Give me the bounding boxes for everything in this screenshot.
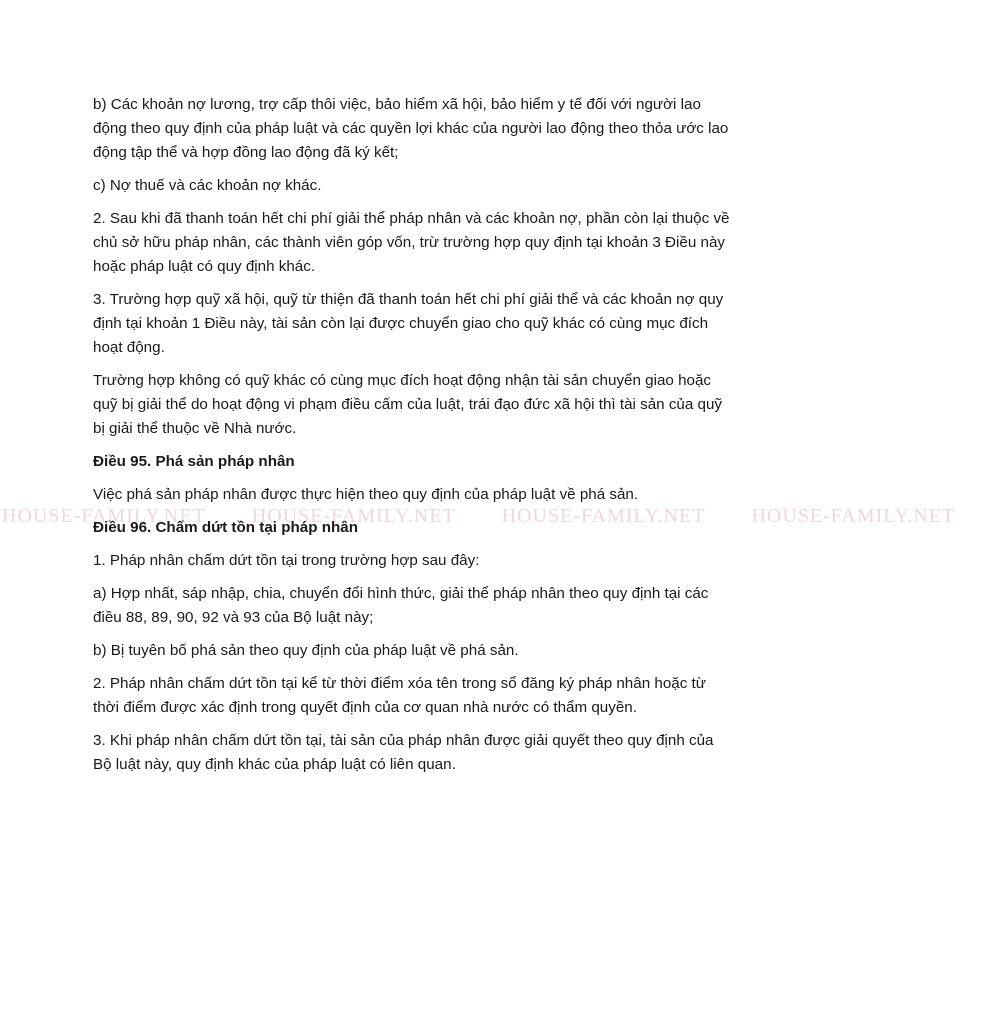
article-96-heading: Điều 96. Chấm dứt tồn tại pháp nhân: [93, 519, 358, 536]
paragraph-item-b: b) Các khoản nợ lương, trợ cấp thôi việc, bảo hiểm xã hội, bảo hiểm y tế đối với người lao động theo quy định của pháp luật và các quyền lợi khác của người lao động theo thỏa ước lao động tập thể và hợp đồng lao động đã ký kết;: [93, 96, 729, 161]
watermark-text: HOUSE-FAMILY.NET: [251, 505, 456, 527]
watermark-text: HOUSE-FAMILY.NET: [2, 505, 206, 527]
paragraph-clause-2: 2. Sau khi đã thanh toán hết chi phí giải thể pháp nhân và các khoản nợ, phần còn lại thuộc về chủ sở hữu pháp nhân, các thành viên góp vốn, trừ trường hợp quy định tại khoản 3 Điều này hoặc pháp luật có quy định khác.: [93, 210, 730, 275]
article-95-body: Việc phá sản pháp nhân được thực hiện theo quy định của pháp luật về phá sản.: [93, 486, 639, 503]
watermark-text: HOUSE-FAMILY.NET: [751, 505, 956, 527]
paragraph-clause-3: 3. Trường hợp quỹ xã hội, quỹ từ thiện đã thanh toán hết chi phí giải thể và các khoản nợ quy định tại khoản 1 Điều này, tài sản còn lại được chuyển giao cho quỹ khác có cùng mục đích hoạt động.: [93, 291, 724, 356]
document-body: [93, 93, 733, 786]
watermark-text: HOUSE-FAMILY.NET: [501, 505, 706, 527]
article-96-item-b: b) Bị tuyên bố phá sản theo quy định của pháp luật về phá sản.: [93, 642, 519, 659]
article-96-clause-2: 2. Pháp nhân chấm dứt tồn tại kể từ thời điểm xóa tên trong sổ đăng ký pháp nhân hoặc từ thời điểm được xác định trong quyết định của cơ quan nhà nước có thẩm quyền.: [93, 675, 706, 716]
paragraph-clause-3-continued: Trường hợp không có quỹ khác có cùng mục đích hoạt động nhận tài sản chuyển giao hoặc quỹ bị giải thể do hoạt động vi phạm điều cấm của luật, trái đạo đức xã hội thì tài sản của quỹ bị giải thể thuộc về Nhà nước.: [93, 372, 723, 437]
paragraph-item-c: c) Nợ thuế và các khoản nợ khác.: [93, 177, 322, 194]
article-96-item-a: a) Hợp nhất, sáp nhập, chia, chuyển đổi hình thức, giải thể pháp nhân theo quy định tại các điều 88, 89, 90, 92 và 93 của Bộ luật này;: [93, 585, 709, 626]
article-96-clause-3: 3. Khi pháp nhân chấm dứt tồn tại, tài sản của pháp nhân được giải quyết theo quy định của Bộ luật này, quy định khác của pháp luật có liên quan.: [93, 732, 714, 773]
article-96-clause-1: 1. Pháp nhân chấm dứt tồn tại trong trường hợp sau đây:: [93, 552, 480, 569]
article-95-heading: Điều 95. Phá sản pháp nhân: [93, 453, 295, 470]
